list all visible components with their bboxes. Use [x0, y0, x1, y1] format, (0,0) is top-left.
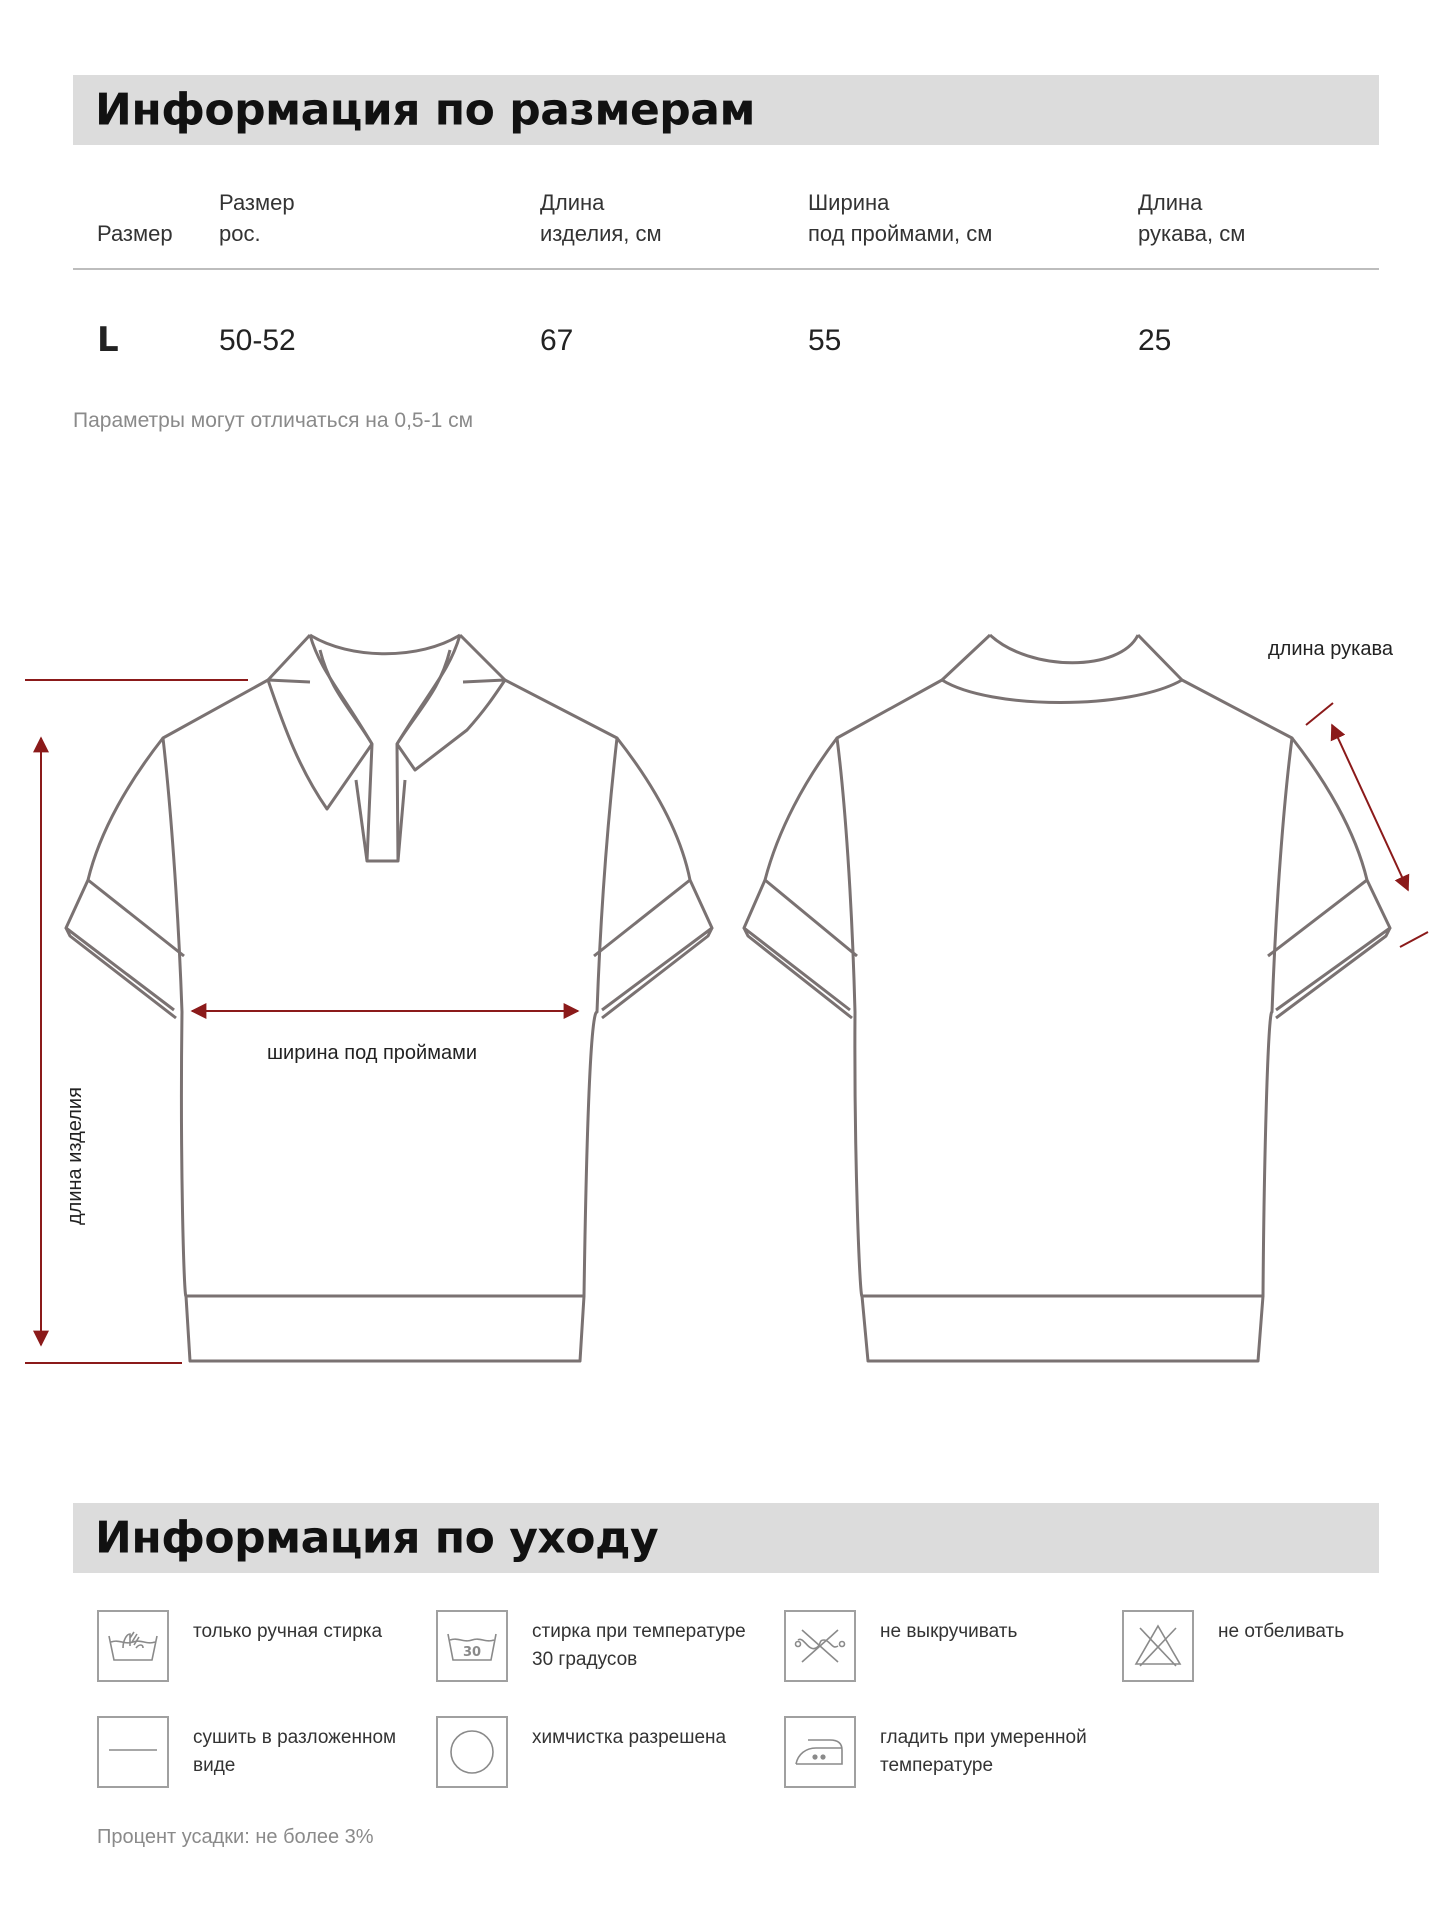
care-section-title: Информация по уходу [95, 1512, 659, 1564]
care-item-iron-medium [784, 1716, 1114, 1790]
wash-30-label: 30 [463, 1645, 482, 1660]
header-ru-size: Размер рос. [219, 190, 295, 246]
care-item-no-wring [784, 1610, 1114, 1684]
cell-sleeve: 25 [1138, 324, 1172, 357]
care-text-wash-30: стирка при температуре 30 градусов [532, 1621, 746, 1670]
sleeve-top-guide [1306, 703, 1333, 725]
garment-diagram-svg [0, 600, 1440, 1400]
care-text-iron-medium: гладить при умеренной температуре [880, 1727, 1087, 1776]
size-section-title: Информация по размерам [95, 84, 755, 136]
hand-wash-icon [97, 1610, 169, 1682]
care-item-wash-30 [436, 1610, 766, 1684]
garment-diagram [0, 600, 1440, 1400]
no-bleach-icon [1122, 1610, 1194, 1682]
header-length: Длина изделия, см [540, 190, 662, 246]
no-wring-icon [784, 1610, 856, 1682]
cell-length: 67 [540, 324, 574, 357]
care-item-hand-wash [97, 1610, 427, 1684]
measure-length [25, 680, 248, 1363]
cell-ru-size: 50-52 [219, 324, 296, 357]
header-sleeve: Длина рукава, см [1138, 190, 1246, 246]
care-item-dry-clean [436, 1716, 766, 1790]
care-text-no-bleach: не отбеливать [1218, 1621, 1345, 1642]
header-size: Размер [97, 221, 173, 246]
label-width: ширина под проймами [267, 1042, 478, 1064]
dry-clean-icon [436, 1716, 508, 1788]
table-divider [73, 268, 1379, 270]
shrinkage-note: Процент усадки: не более 3% [97, 1826, 374, 1848]
size-section-header [73, 75, 1379, 145]
cell-width: 55 [808, 324, 842, 357]
measure-sleeve [1306, 703, 1428, 947]
header-width: Ширина под проймами, см [808, 190, 993, 246]
shirt-back [744, 635, 1390, 1361]
label-length: длина изделия [64, 1087, 86, 1225]
care-text-hand-wash: только ручная стирка [193, 1621, 383, 1642]
care-item-no-bleach [1122, 1610, 1440, 1684]
shirt-front [66, 635, 712, 1361]
iron-medium-icon [784, 1716, 856, 1788]
size-note: Параметры могут отличаться на 0,5-1 см [73, 409, 474, 432]
care-text-no-wring: не выкручивать [880, 1621, 1018, 1642]
care-section-header [73, 1503, 1379, 1573]
label-sleeve: длина рукава [1268, 638, 1393, 660]
sleeve-arrow [1332, 725, 1408, 890]
cell-size: L [97, 320, 119, 360]
care-item-dry-flat [97, 1716, 427, 1790]
care-text-dry-clean: химчистка разрешена [532, 1727, 727, 1748]
wash-30-icon [436, 1610, 508, 1682]
care-text-dry-flat: сушить в разложенном виде [193, 1727, 397, 1776]
sleeve-bottom-guide [1400, 932, 1428, 947]
dry-flat-icon [97, 1716, 169, 1788]
